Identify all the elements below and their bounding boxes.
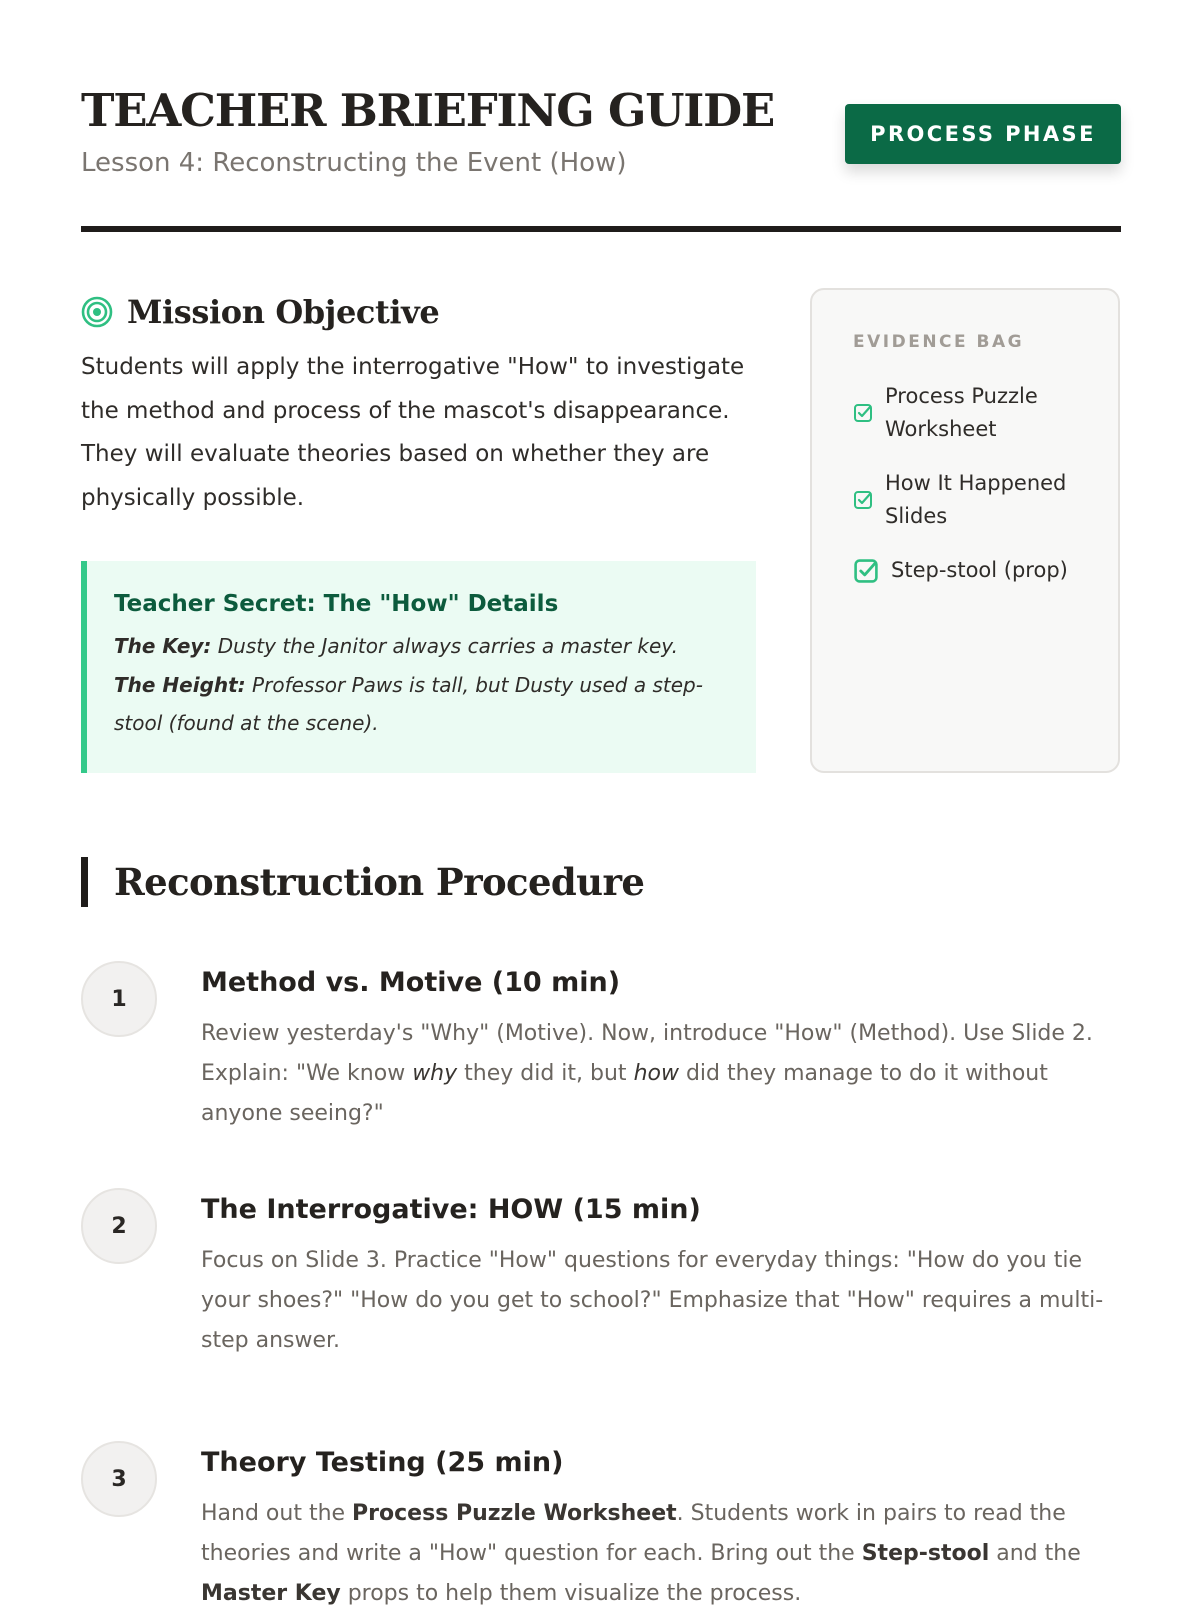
step-strong: Process Puzzle Worksheet <box>352 1501 677 1526</box>
evidence-item-label: How It Happened Slides <box>885 471 1067 528</box>
target-icon <box>81 296 113 328</box>
step-text: and the <box>989 1541 1081 1566</box>
mission-text: Students will apply the interrogative "How" to investigate the method and process of the mascot's disappearance. They will evaluate theories based on whether they are physically possible. <box>81 354 745 511</box>
checkbox-checked-icon <box>853 403 873 423</box>
checkbox-checked-icon <box>853 558 879 584</box>
step-description <box>201 1494 1121 1614</box>
secret-key-text: Dusty the Janitor always carries a master key. <box>217 634 678 658</box>
step-text: did they manage to do it without anyone seeing?" <box>201 1061 1048 1126</box>
evidence-item-label: Step-stool (prop) <box>891 558 1068 582</box>
evidence-item <box>853 554 1088 587</box>
step-number: 2 <box>81 1188 157 1264</box>
mission-heading <box>81 288 761 336</box>
step-content <box>201 1188 1121 1361</box>
step-description: Focus on Slide 3. Practice "How" questions for everyday things: "How do you tie your shoes?" "How do you get to school?" Emphasize that "How" requires a multi-step answer. <box>201 1248 1104 1353</box>
secret-key-line <box>114 627 736 666</box>
step-text: they did it, but <box>457 1061 634 1086</box>
procedure-heading <box>81 857 644 907</box>
checkbox-checked-icon <box>853 490 873 510</box>
evidence-bag-panel <box>810 288 1120 773</box>
evidence-list <box>853 380 1088 587</box>
step-strong: Step-stool <box>861 1541 990 1566</box>
phase-badge: PROCESS PHASE <box>845 104 1121 164</box>
page-header <box>81 84 1121 234</box>
step-title: Method vs. Motive (10 min) <box>201 967 621 998</box>
evidence-label: EVIDENCE BAG <box>853 332 1025 352</box>
step-content <box>201 1441 1121 1614</box>
step-number: 3 <box>81 1441 157 1517</box>
step-title: Theory Testing (25 min) <box>201 1447 564 1478</box>
procedure-accent-bar <box>81 857 88 907</box>
secret-height-label: The Height: <box>114 672 246 697</box>
step-text: . Students work in pairs to read the theories and write a "How" question for each. Bring out the <box>201 1501 1066 1566</box>
step-description <box>201 1014 1121 1134</box>
secret-height-text: Professor Paws is tall, but Dusty used a step-stool (found at the scene). <box>114 672 703 735</box>
evidence-item-label: Process Puzzle Worksheet <box>885 384 1038 441</box>
secret-body <box>114 627 736 743</box>
evidence-item <box>853 380 1088 446</box>
mission-title: Mission Objective <box>127 293 440 331</box>
teacher-secret-box <box>81 561 756 773</box>
step-title: The Interrogative: HOW (15 min) <box>201 1194 701 1225</box>
secret-key-label: The Key: <box>114 634 212 658</box>
secret-title: Teacher Secret: The "How" Details <box>114 591 559 617</box>
lesson-subtitle: Lesson 4: Reconstructing the Event (How) <box>81 148 627 178</box>
page-title: TEACHER BRIEFING GUIDE <box>81 84 775 137</box>
header-divider <box>81 226 1121 232</box>
step-emphasis: why <box>412 1061 458 1086</box>
evidence-item <box>853 467 1088 533</box>
step-content <box>201 961 1121 1134</box>
procedure-title: Reconstruction Procedure <box>114 860 645 904</box>
step-number: 1 <box>81 961 157 1037</box>
step-emphasis: how <box>633 1061 679 1086</box>
step-text: Review yesterday's "Why" (Motive). Now, introduce "How" (Method). Use Slide 2. Explain: "We know <box>201 1021 1093 1086</box>
mission-section <box>81 288 761 520</box>
secret-height-line <box>114 666 736 743</box>
step-strong: Master Key <box>201 1581 341 1606</box>
step-text: props to help them visualize the process. <box>340 1581 802 1606</box>
step-text: Hand out the <box>201 1501 353 1526</box>
